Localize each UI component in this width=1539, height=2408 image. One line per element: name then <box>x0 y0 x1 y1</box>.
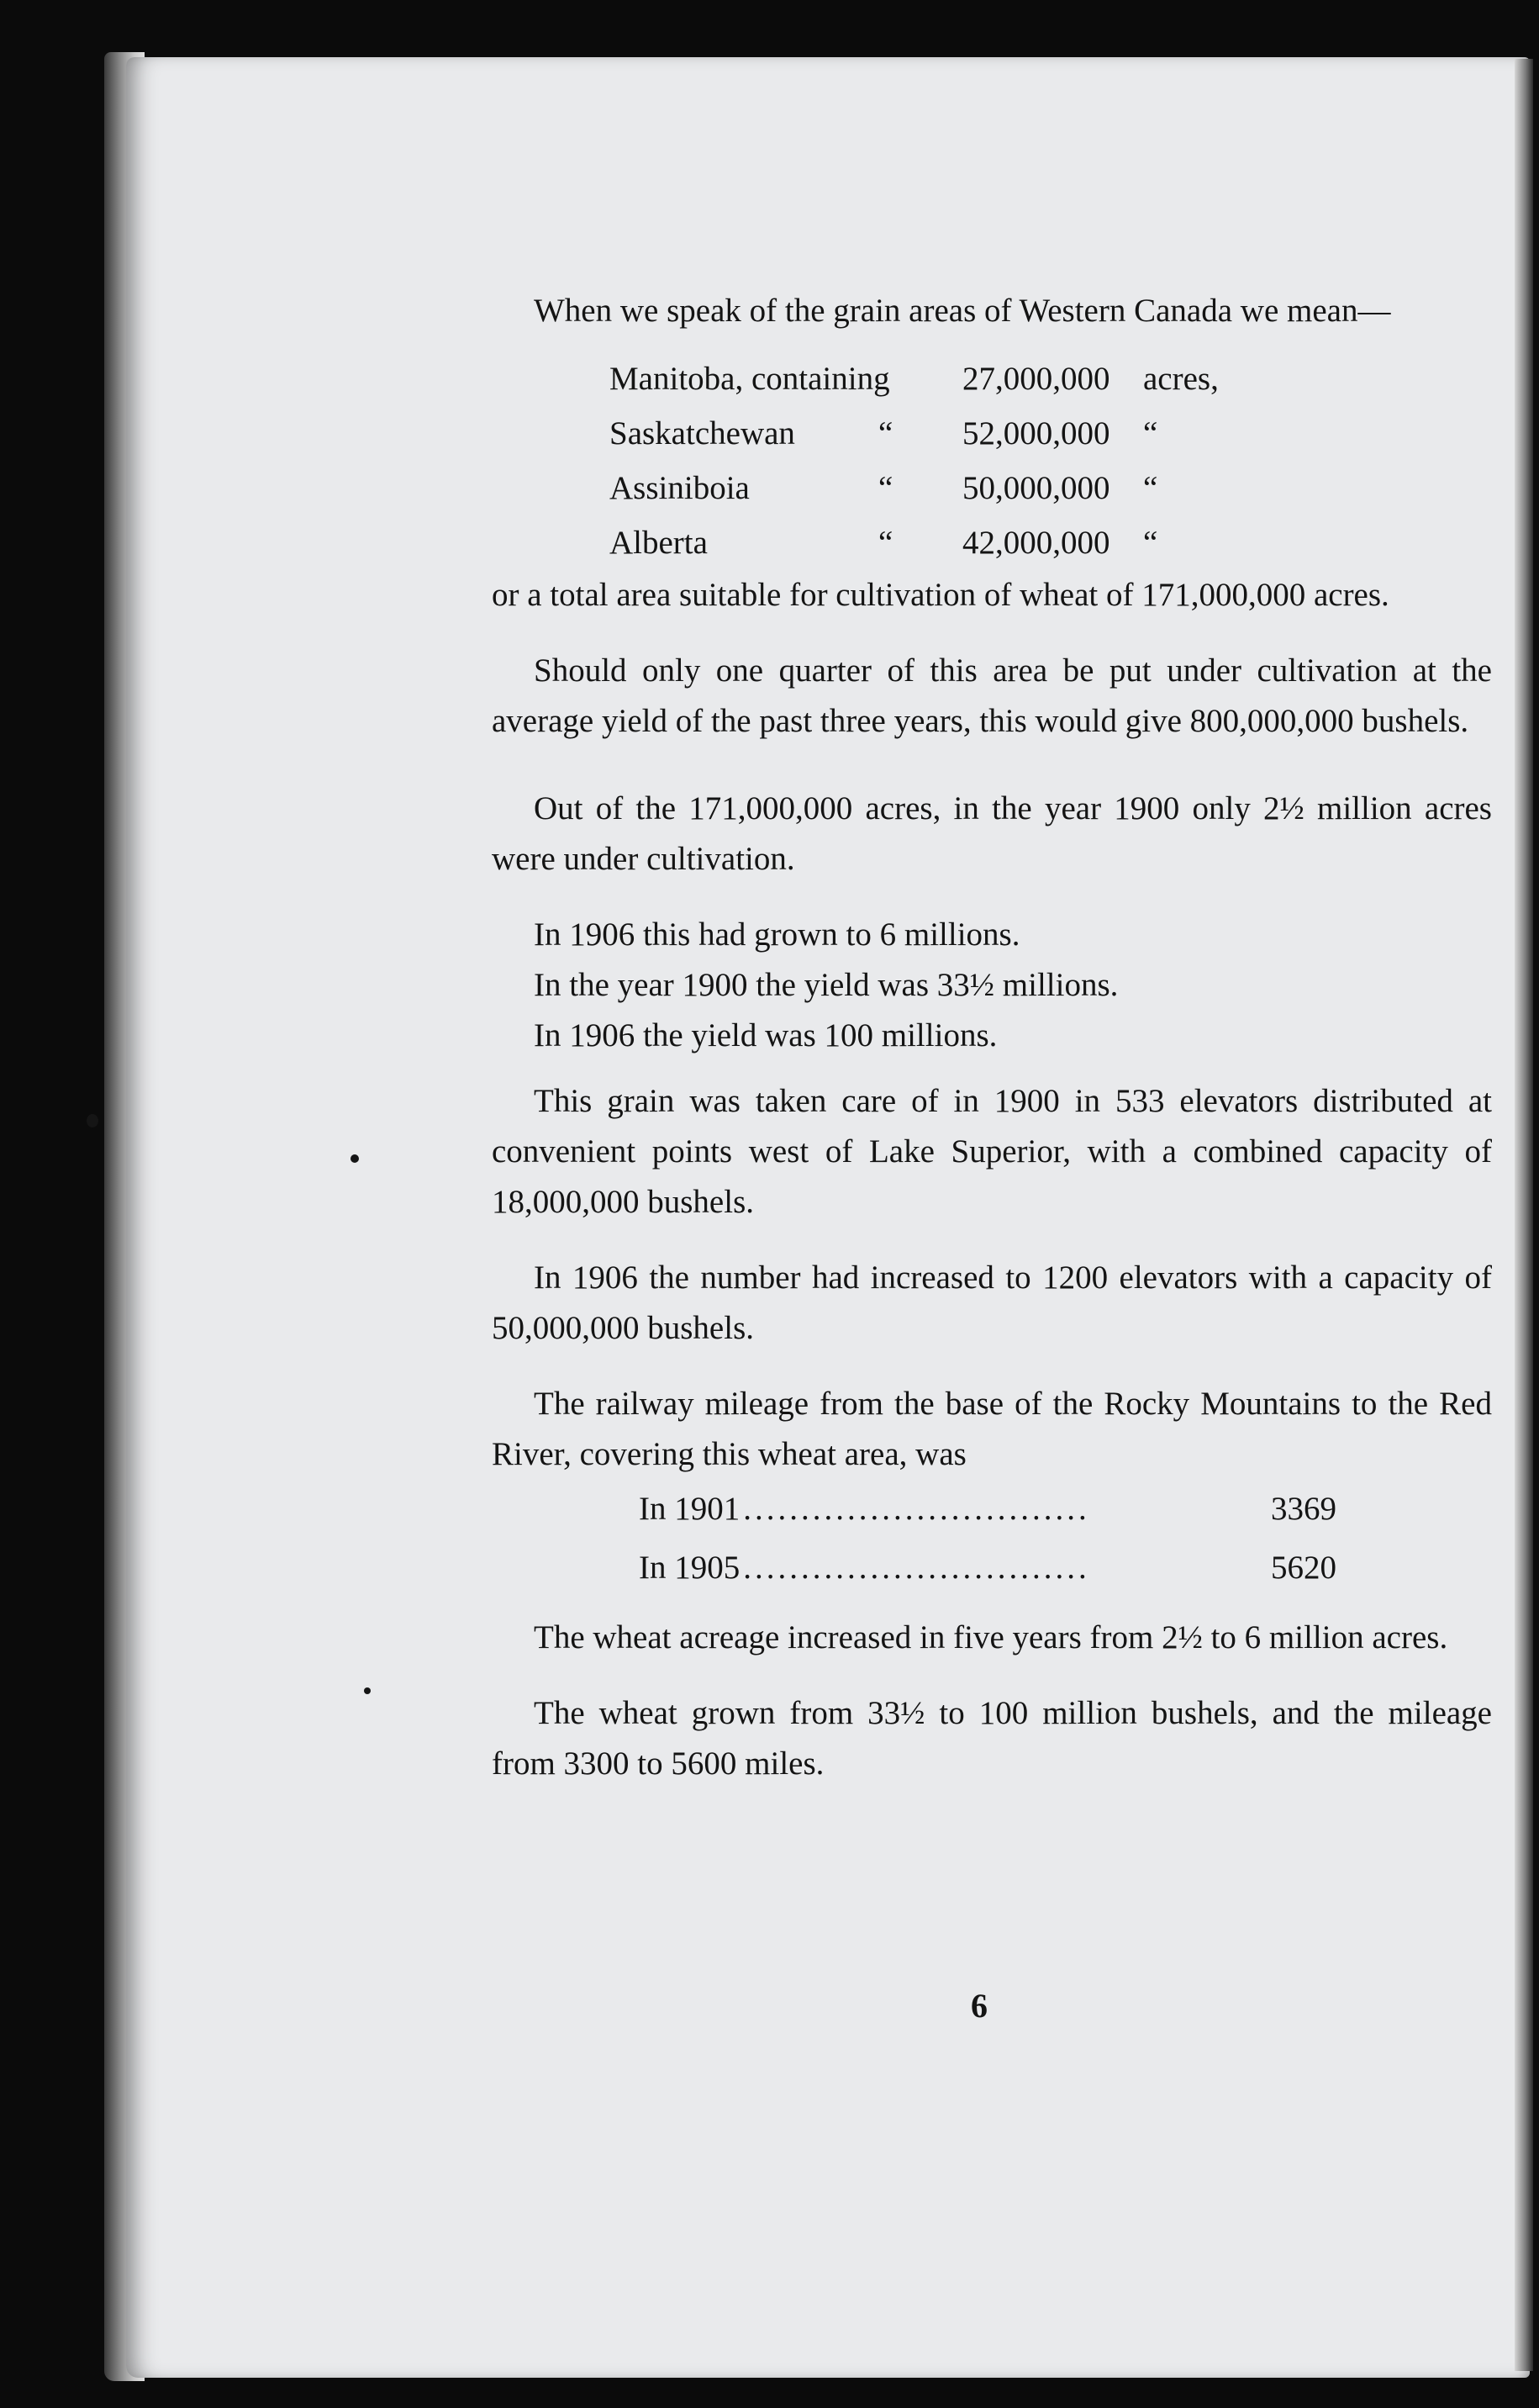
page-number: 6 <box>971 1987 988 2025</box>
margin-speck <box>364 1687 371 1694</box>
paragraph-total-area: or a total area suitable for cultivation of wheat of 171,000,000 acres. <box>492 577 1389 613</box>
dot-leader: .............................. <box>743 1491 1090 1527</box>
mileage-year: In 1901 <box>639 1491 741 1527</box>
paragraph-railway-mileage: The railway mileage from the base of the Rocky Mountains to the Red River, covering this wheat area, was <box>492 1386 1492 1472</box>
area-ditto: “ <box>878 415 893 452</box>
paragraph-wheat-growth: The wheat grown from 33½ to 100 million bushels, and the mileage from 3300 to 5600 miles. <box>492 1695 1492 1782</box>
area-unit: acres, <box>1143 360 1219 397</box>
mileage-row <box>639 1539 1336 1597</box>
paragraph-elevators-1906: In 1906 the number had increased to 1200 elevators with a capacity of 50,000,000 bushels. <box>492 1259 1492 1346</box>
paragraph-cultivation-1900: Out of the 171,000,000 acres, in the year 1900 only 2½ million acres were under cultivation. <box>492 790 1492 877</box>
area-row <box>609 515 1273 570</box>
dot-leader: .............................. <box>743 1550 1090 1586</box>
paragraph-acreage-increase: The wheat acreage increased in five years from 2½ to 6 million acres. <box>534 1619 1448 1656</box>
page-text <box>492 286 1492 1789</box>
line-1906-yield: In 1906 the yield was 100 millions. <box>534 1017 998 1054</box>
mileage-row <box>639 1480 1336 1539</box>
mileage-table <box>639 1480 1336 1597</box>
margin-speck <box>87 1114 98 1127</box>
area-name: Assiniboia <box>609 469 750 506</box>
area-unit: “ <box>1143 469 1158 506</box>
area-ditto: “ <box>878 524 893 561</box>
mileage-year: In 1905 <box>639 1550 741 1586</box>
area-acres: 50,000,000 <box>962 469 1110 506</box>
area-name: Manitoba, containing <box>609 360 890 397</box>
area-acres: 27,000,000 <box>962 360 1110 397</box>
paragraph-elevators-1900: This grain was taken care of in 1900 in 533 elevators distributed at convenient points west of Lake Superior, with a combined capacity of 18,000,000 bushels. <box>492 1083 1492 1220</box>
area-ditto: “ <box>878 469 893 506</box>
area-table <box>609 351 1273 570</box>
area-name: Saskatchewan <box>609 415 795 452</box>
mileage-value: 5620 <box>1271 1550 1336 1586</box>
area-row <box>609 461 1273 515</box>
mileage-value: 3369 <box>1271 1491 1336 1527</box>
area-acres: 42,000,000 <box>962 524 1110 561</box>
area-unit: “ <box>1143 524 1158 561</box>
page-right-edge <box>1515 59 1533 2371</box>
paragraph-intro: When we speak of the grain areas of Western Canada we mean— <box>534 293 1391 329</box>
area-row <box>609 406 1273 461</box>
area-unit: “ <box>1143 415 1158 452</box>
paragraph-quarter-yield: Should only one quarter of this area be put under cultivation at the average yield of the past three years, this would give 800,000,000 bushels. <box>492 652 1492 739</box>
line-1900-yield: In the year 1900 the yield was 33½ millions. <box>534 967 1119 1003</box>
area-acres: 52,000,000 <box>962 415 1110 452</box>
area-name: Alberta <box>609 524 708 561</box>
margin-speck <box>350 1154 359 1163</box>
line-1906-growth: In 1906 this had grown to 6 millions. <box>534 916 1020 953</box>
area-row <box>609 351 1273 406</box>
